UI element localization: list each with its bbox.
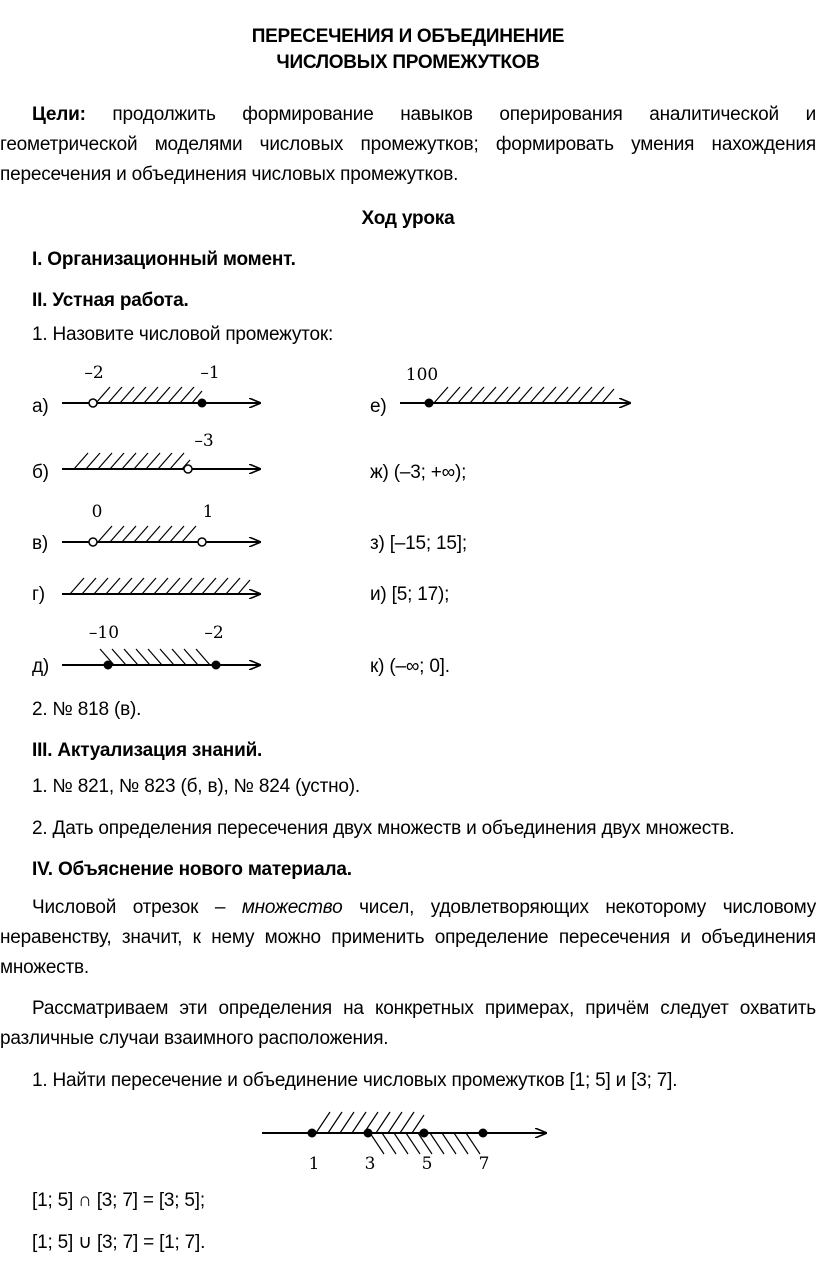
item-g-label: г) bbox=[32, 584, 45, 605]
hatching bbox=[100, 649, 210, 665]
number-line-a bbox=[60, 360, 270, 416]
intersection-symbol: ∩ bbox=[78, 1190, 92, 1211]
number-line-g bbox=[60, 566, 270, 606]
goals-text: продолжить формирование навыков оперирования аналитической и геометрической моделями числовых промежутков; формировать умения нахождения пересечения и объединения числовых промежутков. bbox=[0, 104, 816, 185]
hatching bbox=[70, 578, 250, 594]
tick-label: 0 bbox=[91, 502, 103, 522]
open-point bbox=[184, 465, 192, 473]
point-3 bbox=[364, 1129, 373, 1138]
interval-right: [3; 7] = [1; 7]. bbox=[96, 1232, 206, 1253]
item-v-label: в) bbox=[32, 533, 49, 554]
hatching bbox=[74, 453, 190, 469]
point-1 bbox=[308, 1129, 317, 1138]
explanation-paragraph-2: Рассматриваем эти определения на конкретных примерах, причём следует охватить различные случаи взаимного расположения. bbox=[0, 998, 816, 1049]
item-b-label: б) bbox=[32, 462, 49, 483]
tick-label: –1 bbox=[200, 363, 220, 383]
item-i-text: и) [5; 17); bbox=[370, 584, 450, 605]
number-line-v bbox=[60, 500, 270, 554]
item-a-label: а) bbox=[32, 396, 49, 417]
interval-left: [1; 5] bbox=[32, 1232, 74, 1253]
intersection-result bbox=[32, 1186, 205, 1216]
tick-label: 1 bbox=[202, 502, 214, 522]
explanation-paragraph-1 bbox=[0, 893, 816, 983]
hatching bbox=[96, 387, 202, 403]
actualization-item-1: 1. № 821, № 823 (б, в), № 824 (устно). bbox=[32, 776, 360, 797]
open-point bbox=[89, 399, 97, 407]
goals-paragraph bbox=[0, 100, 816, 190]
union-symbol: ∪ bbox=[78, 1232, 92, 1253]
open-point bbox=[198, 538, 206, 546]
text-run: чисел, удовлетворяющих некоторому числовому неравенству, значит, к нему можно применить определение пересечения и объединения множеств. bbox=[0, 897, 816, 978]
closed-point bbox=[212, 661, 221, 670]
tick-label: 3 bbox=[364, 1154, 376, 1174]
text-run: Числовой отрезок – bbox=[32, 897, 242, 918]
item-k-text: к) (–∞; 0]. bbox=[370, 656, 450, 677]
explanation-task-1: 1. Найти пересечение и объединение числовых промежутков [1; 5] и [3; 7]. bbox=[32, 1070, 678, 1091]
tick-label: –2 bbox=[204, 623, 224, 643]
union-result bbox=[32, 1228, 205, 1258]
tick-label: 5 bbox=[421, 1154, 433, 1174]
tick-label: –2 bbox=[84, 363, 104, 383]
interval-right: [3; 7] = [3; 5]; bbox=[96, 1190, 205, 1211]
point-5 bbox=[420, 1129, 429, 1138]
number-line-d bbox=[60, 620, 270, 678]
closed-point bbox=[425, 399, 434, 408]
section-4-heading: IV. Объяснение нового материала. bbox=[32, 859, 352, 880]
italic-term: множество bbox=[241, 897, 343, 918]
number-line-e bbox=[398, 362, 638, 414]
section-2-heading: II. Устная работа. bbox=[32, 290, 189, 311]
tick-label: –10 bbox=[88, 623, 120, 643]
intervals-figure bbox=[260, 1104, 560, 1180]
hatching bbox=[434, 387, 614, 403]
item-e-label: е) bbox=[370, 396, 387, 417]
tick-label: 100 bbox=[405, 365, 439, 385]
point-7 bbox=[479, 1129, 488, 1138]
section-3-heading: III. Актуализация знаний. bbox=[32, 740, 263, 761]
closed-point bbox=[104, 661, 113, 670]
number-line-b bbox=[60, 428, 270, 482]
lesson-heading: Ход урока bbox=[361, 208, 455, 229]
item-zh-text: ж) (–3; +∞); bbox=[370, 462, 467, 483]
hatching bbox=[98, 526, 196, 542]
closed-point bbox=[198, 399, 207, 408]
document-title-line-1: ПЕРЕСЕЧЕНИЯ И ОБЪЕДИНЕНИЕ bbox=[251, 26, 565, 47]
section-1-heading: I. Организационный момент. bbox=[32, 249, 296, 270]
document-title-line-2: ЧИСЛОВЫХ ПРОМЕЖУТКОВ bbox=[276, 52, 540, 73]
actualization-item-2: 2. Дать определения пересечения двух множеств и объединения двух множеств. bbox=[32, 818, 735, 839]
item-d-label: д) bbox=[32, 656, 50, 677]
oral-task-2: 2. № 818 (в). bbox=[32, 699, 142, 720]
tick-label: –3 bbox=[194, 431, 214, 451]
goals-label: Цели: bbox=[32, 104, 86, 125]
item-z-text: з) [–15; 15]; bbox=[370, 533, 467, 554]
tick-label: 1 bbox=[308, 1154, 320, 1174]
tick-label: 7 bbox=[478, 1154, 490, 1174]
oral-task-1: 1. Назовите числовой промежуток: bbox=[32, 324, 334, 345]
open-point bbox=[89, 538, 97, 546]
interval-left: [1; 5] bbox=[32, 1190, 74, 1211]
